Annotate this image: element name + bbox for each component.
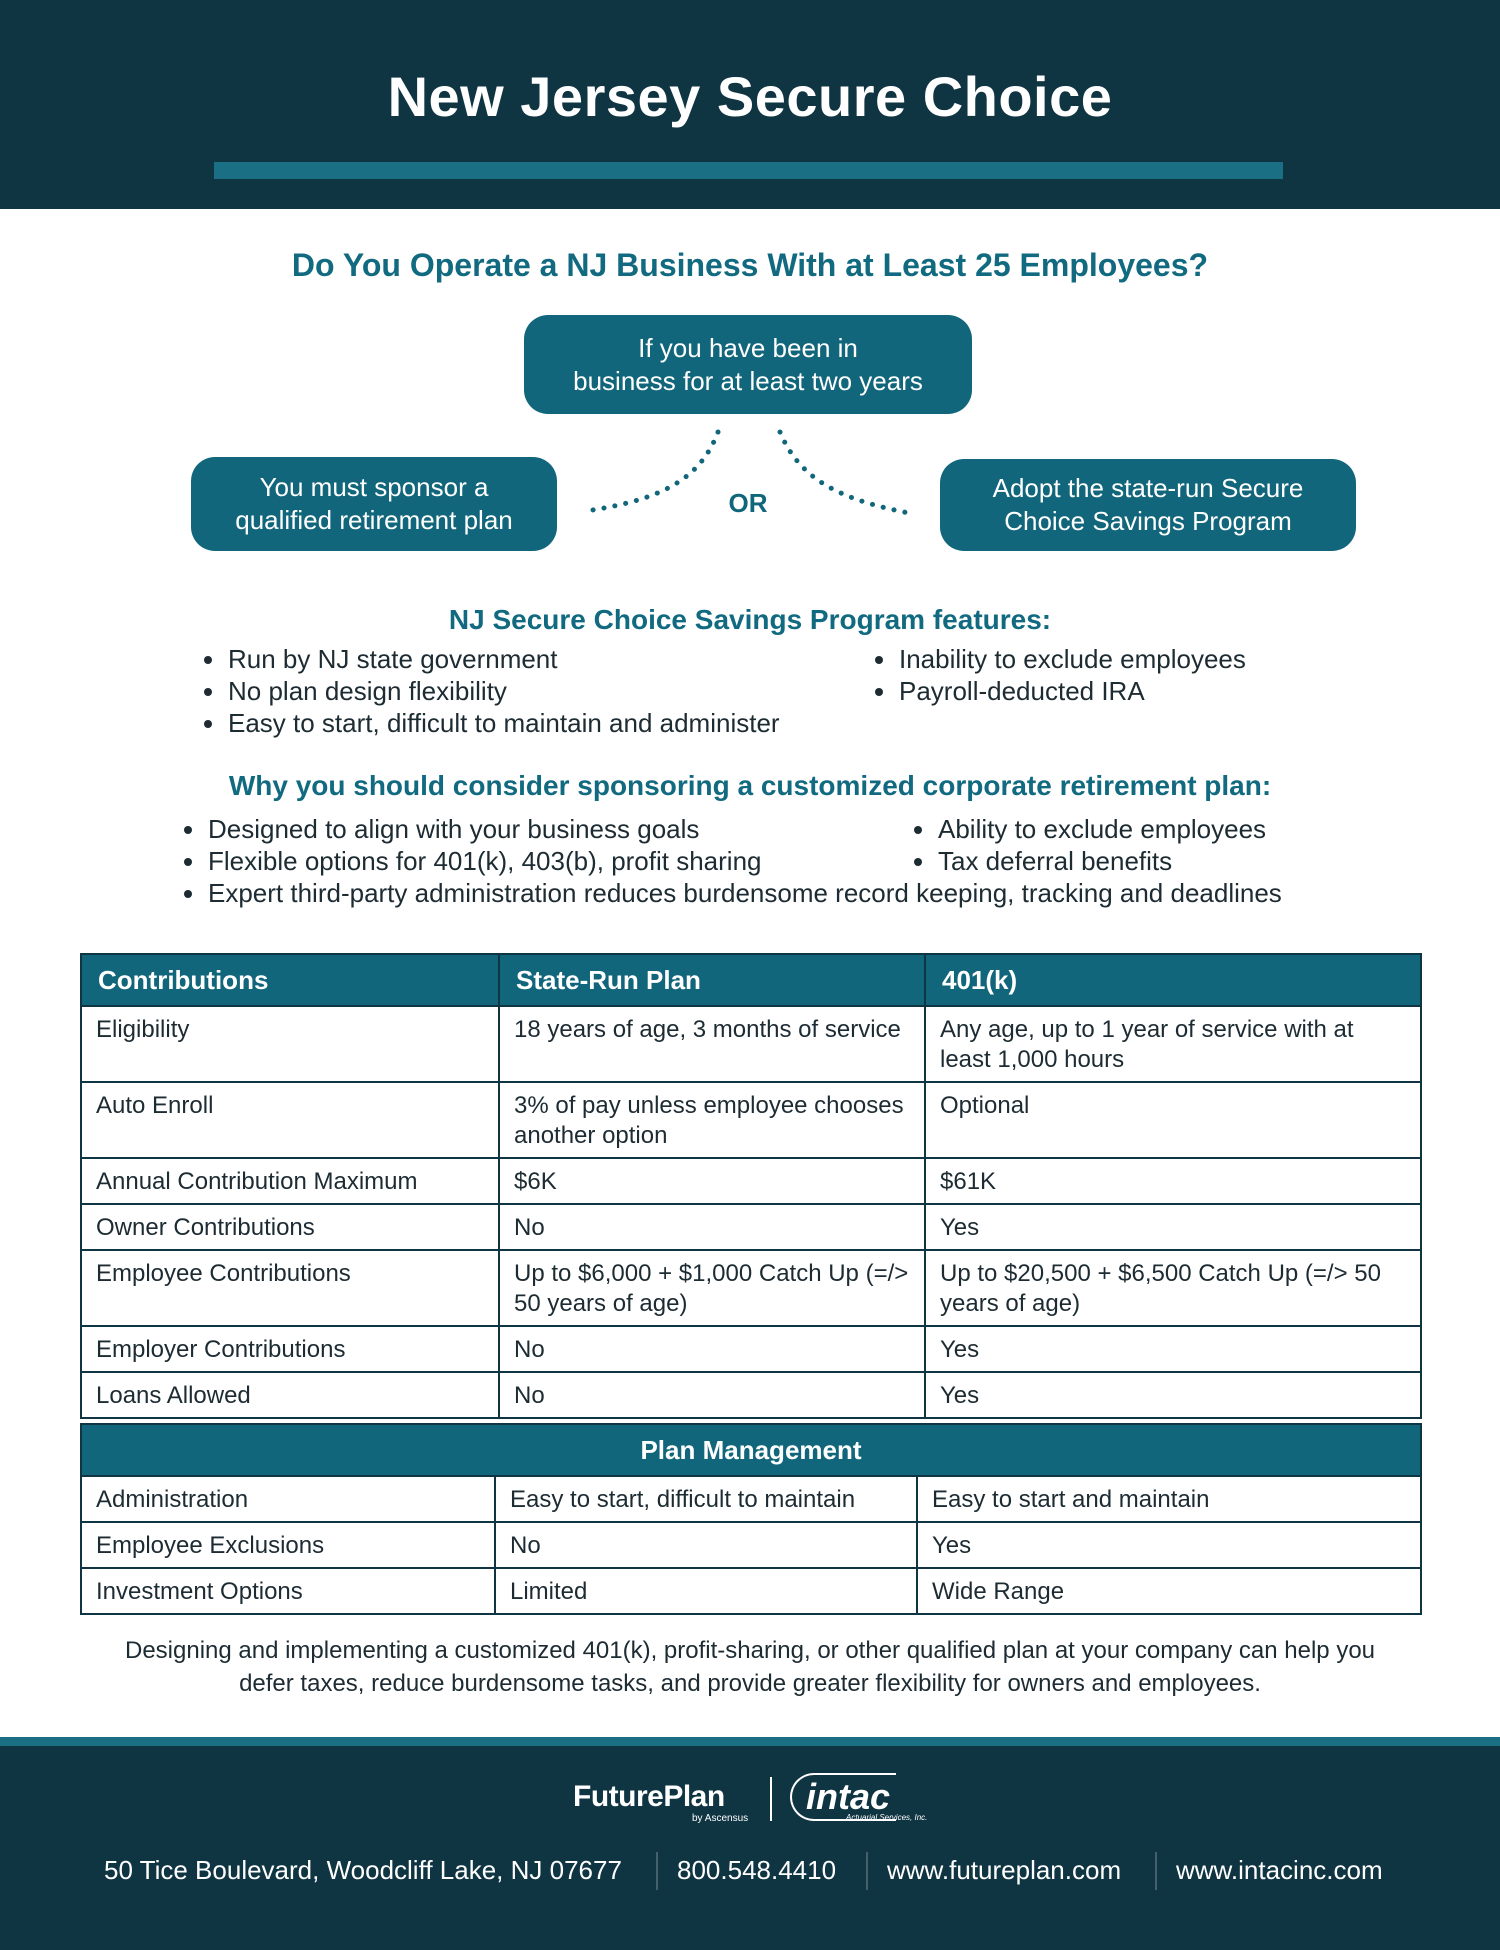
- features-heading: NJ Secure Choice Savings Program features:: [448, 604, 1052, 635]
- table-cell: Easy to start, difficult to maintain: [495, 1476, 917, 1522]
- table-cell: Employer Contributions: [81, 1326, 499, 1372]
- table-cell: Yes: [925, 1372, 1421, 1418]
- table-cell: $6K: [499, 1158, 925, 1204]
- why-heading: Why you should consider sponsoring a customized corporate retirement plan:: [228, 770, 1272, 801]
- or-label: OR: [728, 488, 768, 518]
- why-item: Flexible options for 401(k), 403(b), profit sharing: [184, 845, 1282, 877]
- plan-management-table: [80, 1423, 1422, 1615]
- table-row: [81, 1326, 1421, 1372]
- flow-box-line: If you have been in: [638, 332, 858, 363]
- features-list-left: [204, 643, 780, 739]
- why-list-right: [914, 813, 1266, 877]
- futureplan-logo-sub: by Ascensus: [692, 1813, 749, 1824]
- table-cell: Up to $20,500 + $6,500 Catch Up (=/> 50 years of age): [925, 1250, 1421, 1326]
- logo-divider: [770, 1777, 772, 1821]
- table-row: [81, 1522, 1421, 1568]
- table-row: [81, 1158, 1421, 1204]
- table-row: [81, 1250, 1421, 1326]
- page-footer: [0, 1737, 1500, 1950]
- table-cell: No: [499, 1204, 925, 1250]
- table-cell: $61K: [925, 1158, 1421, 1204]
- why-item: Designed to align with your business goals: [184, 813, 1282, 845]
- table-row: [81, 1006, 1421, 1082]
- footer-divider: [866, 1852, 868, 1890]
- footer-address: 50 Tice Boulevard, Woodcliff Lake, NJ 07677: [104, 1855, 622, 1885]
- flow-box-line: qualified retirement plan: [235, 505, 513, 535]
- table-cell: Yes: [925, 1204, 1421, 1250]
- table-cell: Investment Options: [81, 1568, 495, 1614]
- table-cell: Employee Exclusions: [81, 1522, 495, 1568]
- table-header-cell: Plan Management: [81, 1424, 1421, 1476]
- footer-divider: [1155, 1852, 1157, 1890]
- question-heading: Do You Operate a NJ Business With at Least 25 Employees?: [291, 247, 1209, 283]
- table-row: [81, 1082, 1421, 1158]
- feature-item: No plan design flexibility: [204, 675, 780, 707]
- table-row: [81, 1476, 1421, 1522]
- table-cell: Easy to start and maintain: [917, 1476, 1421, 1522]
- feature-item: Inability to exclude employees: [875, 643, 1246, 675]
- intac-logo: intac: [790, 1773, 896, 1821]
- flow-box-line: Adopt the state-run Secure: [992, 473, 1304, 503]
- table-cell: Annual Contribution Maximum: [81, 1158, 499, 1204]
- table-cell: Loans Allowed: [81, 1372, 499, 1418]
- table-header-row: [81, 954, 1421, 1006]
- table-cell: Yes: [917, 1522, 1421, 1568]
- why-item: Expert third-party administration reduces burdensome record keeping, tracking and deadlines: [184, 877, 1282, 909]
- table-cell: Yes: [925, 1326, 1421, 1372]
- dotted-connector-right: [780, 432, 914, 514]
- table-cell: Owner Contributions: [81, 1204, 499, 1250]
- table-header-cell: State-Run Plan: [499, 954, 925, 1006]
- feature-item: Payroll-deducted IRA: [875, 675, 1246, 707]
- table-cell: Any age, up to 1 year of service with at least 1,000 hours: [925, 1006, 1421, 1082]
- dotted-connector-left: [586, 432, 718, 511]
- why-item: Ability to exclude employees: [914, 813, 1266, 845]
- table-header-row: [81, 1424, 1421, 1476]
- table-cell: Eligibility: [81, 1006, 499, 1082]
- feature-item: Run by NJ state government: [204, 643, 780, 675]
- why-item: Tax deferral benefits: [914, 845, 1266, 877]
- table-header-cell: 401(k): [925, 954, 1421, 1006]
- feature-item: Easy to start, difficult to maintain and administer: [204, 707, 780, 739]
- closing-paragraph: Designing and implementing a customized 401(k), profit-sharing, or other qualified plan at your company can help you defer taxes, reduce burdensome tasks, and provide greater flexibility for owners and employees.: [124, 1637, 1376, 1697]
- table-cell: No: [495, 1522, 917, 1568]
- table-cell: Employee Contributions: [81, 1250, 499, 1326]
- flow-box-line: You must sponsor a: [259, 472, 489, 502]
- table-cell: 3% of pay unless employee chooses another option: [499, 1082, 925, 1158]
- table-cell: Administration: [81, 1476, 495, 1522]
- footer-link-futureplan[interactable]: www.futureplan.com: [887, 1855, 1122, 1885]
- footer-phone[interactable]: 800.548.4410: [677, 1855, 837, 1885]
- futureplan-logo: FuturePlan: [573, 1780, 725, 1813]
- features-list-right: [875, 643, 1246, 707]
- table-row: [81, 1568, 1421, 1614]
- contributions-table: [80, 953, 1422, 1419]
- intac-logo-sub: Actuarial Services, Inc.: [846, 1813, 928, 1822]
- dotted-connectors: [0, 0, 1500, 560]
- table-cell: Wide Range: [917, 1568, 1421, 1614]
- flow-box-line: business for at least two years: [573, 365, 923, 396]
- table-cell: Up to $6,000 + $1,000 Catch Up (=/> 50 years of age): [499, 1250, 925, 1326]
- table-header-cell: Contributions: [81, 954, 499, 1006]
- table-cell: Limited: [495, 1568, 917, 1614]
- table-row: [81, 1204, 1421, 1250]
- table-cell: No: [499, 1326, 925, 1372]
- table-cell: No: [499, 1372, 925, 1418]
- footer-divider: [656, 1852, 658, 1890]
- table-cell: Auto Enroll: [81, 1082, 499, 1158]
- logo-row: [0, 1773, 1500, 1833]
- table-row: [81, 1372, 1421, 1418]
- table-cell: 18 years of age, 3 months of service: [499, 1006, 925, 1082]
- flow-box-line: Choice Savings Program: [1004, 506, 1292, 536]
- footer-link-intac[interactable]: www.intacinc.com: [1176, 1855, 1383, 1885]
- table-cell: Optional: [925, 1082, 1421, 1158]
- page-title: New Jersey Secure Choice: [387, 65, 1113, 128]
